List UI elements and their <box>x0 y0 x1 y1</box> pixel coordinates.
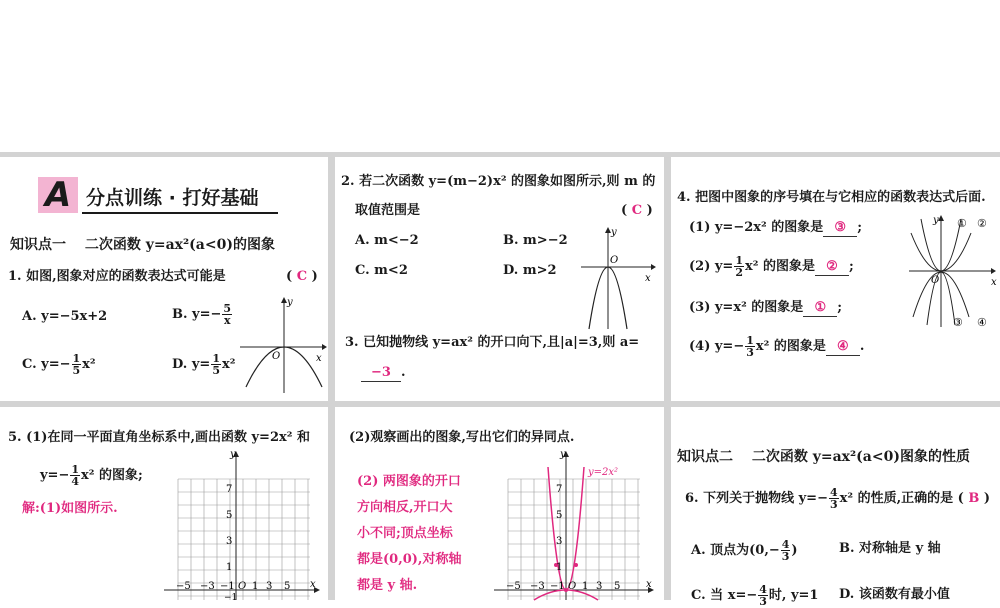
q2-answer-bracket: ( C ) <box>621 203 653 218</box>
panel-q6 <box>671 407 1000 608</box>
q5-stem-line1: 5. (1)在同一平面直角坐标系中,画出函数 y=2x² 和 <box>8 430 310 445</box>
q5b-answer-line-1: (2) 两图象的开口 <box>357 474 461 489</box>
q5-xtick-3: 3 <box>266 581 273 592</box>
q5b-answer <box>357 469 461 599</box>
q1-graph <box>236 295 328 395</box>
panel-q4 <box>671 157 1000 401</box>
q6-option-c: C. 当 x=− $\frac{4}{3}$ 时, y=1 <box>691 583 819 608</box>
q5-origin: O <box>238 581 247 592</box>
panel-q5-part2 <box>335 407 664 600</box>
q5-xtick-neg3: −3 <box>200 581 215 592</box>
q4-item-2: (2) y= $\frac{1}{2}$ x² 的图象是 ② ; <box>689 254 854 279</box>
q5b-answer-line-2: 方向相反,开口大 <box>357 500 453 515</box>
q4-item-1: (1) y=−2x² 的图象是 ③ ; <box>689 220 863 235</box>
q4-axis-x: x <box>991 277 997 288</box>
q4-stem: 4. 把图中图象的序号填在与它相应的函数表达式后面. <box>677 190 986 205</box>
q5-ytick-3: 3 <box>226 536 233 547</box>
q1-option-a: A. y=−5x+2 <box>22 309 108 324</box>
q5b-axis-x: x <box>646 579 652 590</box>
q4-origin: O <box>931 275 940 286</box>
q5-axis-y: y <box>230 449 236 460</box>
q5b-xtick-neg5: −5 <box>506 581 521 592</box>
q5b-ytick-5: 5 <box>556 510 563 521</box>
panel-q2-q3 <box>335 157 664 401</box>
q1-stem: 1. 如图,图象对应的函数表达式可能是 <box>8 269 226 284</box>
q2-stem-line2: 取值范围是 <box>355 203 421 218</box>
q5-xtick-5: 5 <box>284 581 291 592</box>
q4-label-2: ② <box>977 217 987 230</box>
q5b-xtick-3: 3 <box>596 581 603 592</box>
q2-stem-line1: 2. 若二次函数 y=(m−2)x² 的图象如图所示,则 m 的 <box>341 174 656 189</box>
q1-axis-x: x <box>316 353 322 364</box>
q2-origin: O <box>610 255 619 266</box>
q1-axis-y: y <box>287 297 293 308</box>
q4-label-3: ③ <box>953 316 963 329</box>
q2-axis-y: y <box>611 227 617 238</box>
q1-option-b: B. y=− $\frac{5}{x}$ <box>172 302 232 327</box>
q3-answer-line: −3 . <box>361 365 406 382</box>
panel-q1 <box>0 157 328 401</box>
q4-item-3: (3) y=x² 的图象是 ① ; <box>689 300 843 315</box>
q5b-xtick-neg3: −3 <box>530 581 545 592</box>
q1-option-d: D. y= $\frac{1}{5}$ x² <box>172 352 236 377</box>
q5b-origin: O <box>568 581 577 592</box>
q5-ytick-5: 5 <box>226 510 233 521</box>
q2-option-b: B. m>−2 <box>503 233 568 248</box>
q5-xtick-1: 1 <box>252 581 259 592</box>
q4-graph <box>907 213 999 331</box>
q1-answer: C <box>296 269 308 284</box>
q5-ytick-7: 7 <box>226 484 233 495</box>
q2-option-c: C. m<2 <box>355 263 408 278</box>
q5b-curve-label: y=2x² <box>588 467 619 478</box>
section-title: 分点训练 · 打好基础 <box>86 187 259 209</box>
q5b-stem: (2)观察画出的图象,写出它们的异同点. <box>349 430 575 445</box>
q5b-ytick-7: 7 <box>556 484 563 495</box>
q3-answer: −3 <box>361 365 401 382</box>
q1-answer-bracket: ( C ) <box>286 269 318 284</box>
q5b-answer-line-3: 小不同;顶点坐标 <box>357 526 453 541</box>
knowledge-point-1-title: 知识点一 二次函数 y=ax²(a<0)的图象 <box>10 237 275 253</box>
q1-origin: O <box>272 351 281 362</box>
q2-axis-x: x <box>645 273 651 284</box>
q5b-xtick-5: 5 <box>614 581 621 592</box>
q5-xtick-neg5: −5 <box>176 581 191 592</box>
q2-option-a: A. m<−2 <box>355 233 419 248</box>
q2-answer: C <box>631 203 643 218</box>
knowledge-point-2-title: 知识点二 二次函数 y=ax²(a<0)图象的性质 <box>677 449 970 465</box>
q4-axis-y: y <box>933 215 939 226</box>
q5b-ytick-3: 3 <box>556 536 563 547</box>
q2-option-d: D. m>2 <box>503 263 557 278</box>
q5-grid <box>160 447 322 603</box>
q6-stem: 6. 下列关于抛物线 y=− $\frac{4}{3}$ x² 的性质,正确的是 ( B ) <box>685 486 991 511</box>
q3-stem: 3. 已知抛物线 y=ax² 的开口向下,且|a|=3,则 a= <box>345 335 640 350</box>
q5b-axis-y: y <box>560 449 566 460</box>
q5-stem-line2: y=− $\frac{1}{4}$ x² 的图象; <box>40 463 143 488</box>
q5b-grid <box>490 447 658 600</box>
q4-label-1: ① <box>957 217 967 230</box>
q5b-xtick-neg1: −1 <box>550 581 565 592</box>
panel-q5-part1 <box>0 407 328 603</box>
q5b-answer-line-5: 都是 y 轴. <box>357 578 418 593</box>
q6-option-a: A. 顶点为(0,− $\frac{4}{3}$ ) <box>691 538 798 563</box>
q5-axis-x: x <box>310 579 316 590</box>
q5-ytick-neg1: −1 <box>224 593 238 603</box>
section-underline <box>82 212 278 214</box>
q5-solution: 解:(1)如图所示. <box>22 501 118 516</box>
q1-option-c: C. y=− $\frac{1}{5}$ x² <box>22 352 96 377</box>
q5b-xtick-1: 1 <box>582 581 589 592</box>
q5b-point <box>574 563 578 567</box>
q6-option-d: D. 该函数有最小值 <box>839 587 950 602</box>
q6-option-b: B. 对称轴是 y 轴 <box>839 541 941 556</box>
q6-answer: B <box>968 491 980 506</box>
q4-label-4: ④ <box>977 316 987 329</box>
q2-graph <box>579 225 659 333</box>
q5b-ytick-1: 1 <box>556 562 563 573</box>
q4-item-4: (4) y=− $\frac{1}{3}$ x² 的图象是 ④ . <box>689 334 865 359</box>
q5b-answer-line-4: 都是(0,0),对称轴 <box>357 552 462 567</box>
q5-xtick-neg1: −1 <box>220 581 235 592</box>
q5-ytick-1: 1 <box>226 562 233 573</box>
section-badge: A <box>38 177 78 213</box>
